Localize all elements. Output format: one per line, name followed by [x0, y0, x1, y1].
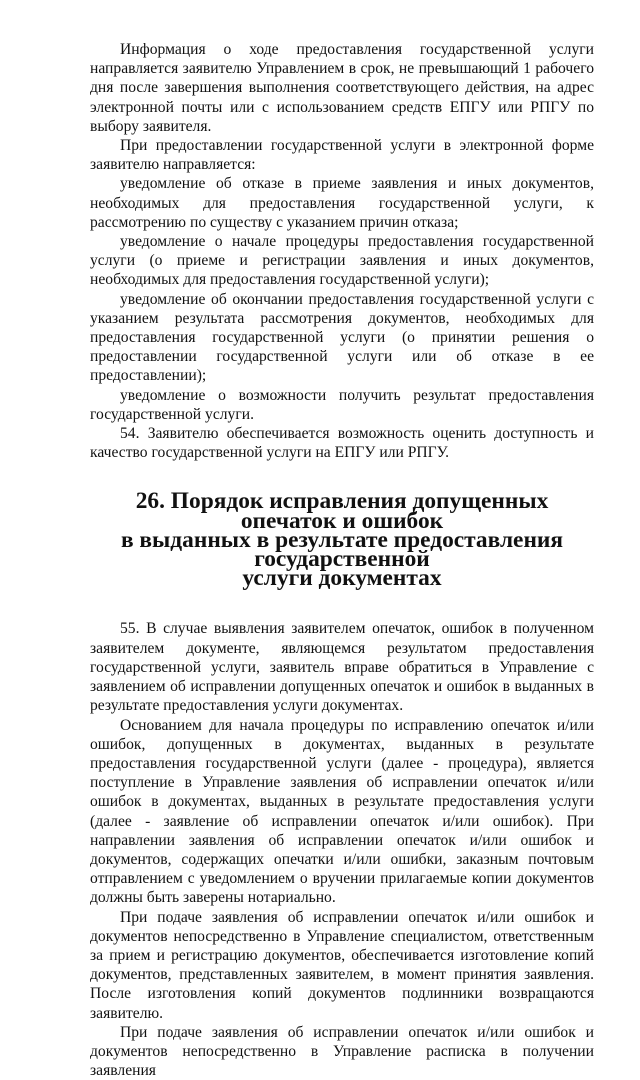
paragraph-procedure-basis: Основанием для начала процедуры по исправлению опечаток и/или ошибок, допущенных в документах, выданных в результате предоставления государственной услуги (далее - процедура), является поступление в Управление заявления об исправлении опечаток и/или ошибок в документах, выданных в результате предоставления услуги (далее - заявление об исправлении опечаток и/или ошибок). При направлении заявления об исправлении опечаток и/или ошибок и документов, содержащих опечатки и/или ошибки, заказным почтовым отправлением с уведомлением о вручении прилагаемые копии документов должны быть заверены нотариально. [90, 716, 594, 907]
paragraph-direct-submission: При подаче заявления об исправлении опечаток и/или ошибок и документов непосредственно в Управление специалистом, ответственным за прием и регистрацию документов, обеспечивается изготовление копий документов, представленных заявителем, в момент принятия заявления. После изготовления копий документов подлинники возвращаются заявителю. [90, 908, 594, 1022]
section-heading-line-1: 26. Порядок исправления допущенных опечаток и ошибок [135, 488, 549, 534]
paragraph-55: 55. В случае выявления заявителем опечаток, ошибок в полученном заявителем документе, являющемся результатом предоставления государственной услуги, заявитель вправе обратиться в Управление с заявлением об исправлении допущенных опечаток и ошибок в выданных в результате предоставления услуги документах. [90, 620, 594, 715]
document-page [90, 40, 594, 1080]
section-heading-26 [90, 488, 594, 592]
paragraph-info-delivery: Информация о ходе предоставления государственной услуги направляется заявителю Управлением в срок, не превышающий 1 рабочего дня после завершения выполнения соответствующего действия, на адрес электронной почты или с использованием средств ЕПГУ или РПГУ по выбору заявителя. [90, 41, 594, 135]
paragraph-notice-end: уведомление об окончании предоставления государственной услуги с указанием результата рассмотрения документов, необходимых для предоставления государственной услуги (о принятии решения о предоставлении государственной услуги или об отказе в ее предоставлении); [90, 290, 594, 385]
paragraph-electronic-form: При предоставлении государственной услуги в электронной форме заявителю направляется: [90, 137, 594, 174]
paragraph-notice-start: уведомление о начале процедуры предоставления государственной услуги (о приеме и регистрации заявления и иных документов, необходимых для предоставления государственной услуги); [90, 233, 594, 289]
section-heading-line-3: услуги документах [242, 565, 442, 592]
section-heading-line-2: в выданных в результате предоставления государственной [120, 526, 564, 573]
paragraph-notice-refusal: уведомление об отказе в приеме заявления и иных документов, необходимых для предоставления государственной услуги, к рассмотрению по существу с указанием причин отказа; [90, 175, 594, 231]
paragraph-notice-result: уведомление о возможности получить результат предоставления государственной услуги. [90, 386, 594, 423]
paragraph-54: 54. Заявителю обеспечивается возможность оценить доступность и качество государственной услуги на ЕПГУ или РПГУ. [90, 425, 594, 462]
paragraph-receipt: При подаче заявления об исправлении опечаток и/или ошибок и документов непосредственно в Управление расписка в получении заявления [90, 1023, 594, 1080]
